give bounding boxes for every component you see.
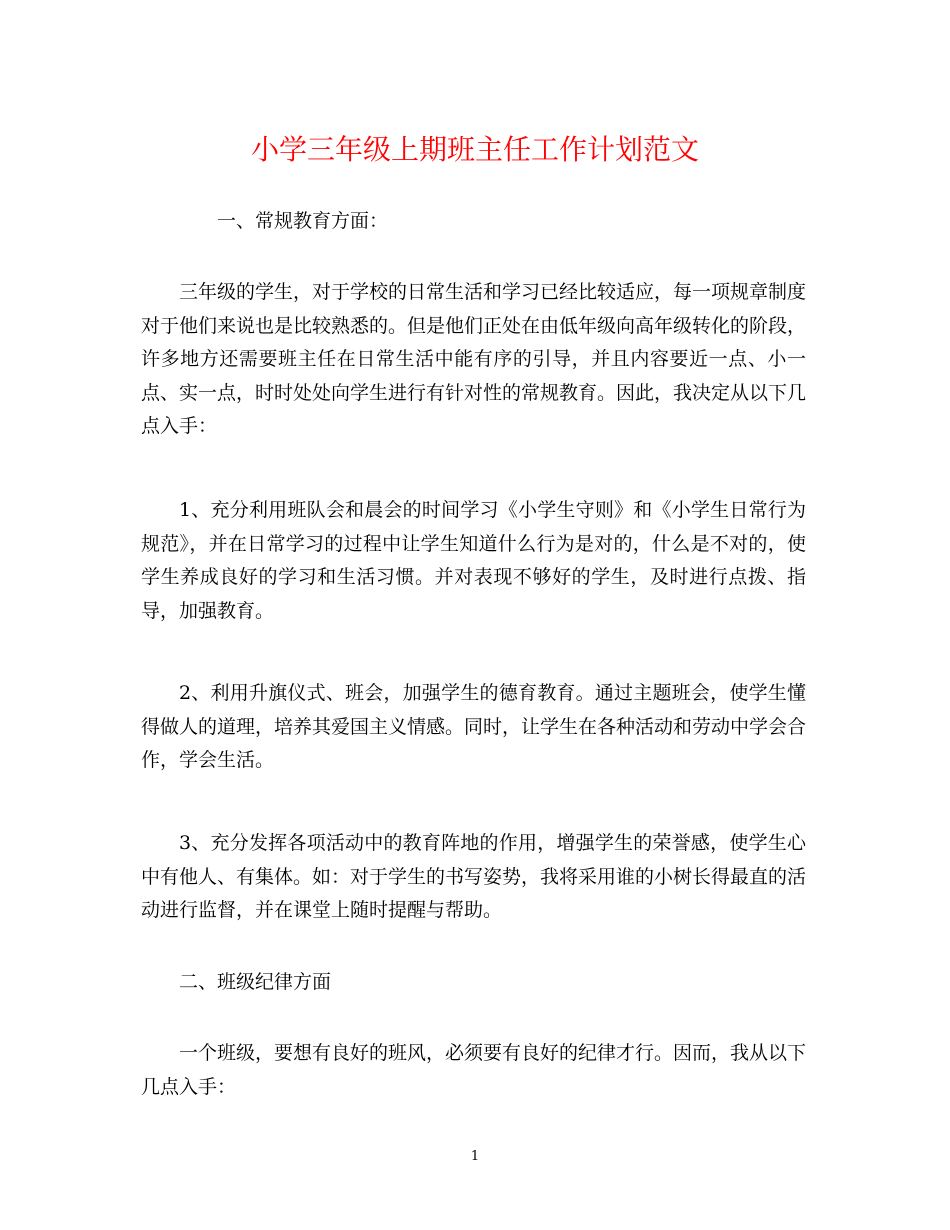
paragraph-item-2: 2、利用升旗仪式、班会，加强学生的德育教育。通过主题班会，使学生懂得做人的道理，培养其爱国主义情感。同时，让学生在各种活动和劳动中学会合作，学会生活。 — [141, 682, 807, 771]
paragraph-intro: 三年级的学生，对于学校的日常生活和学习已经比较适应，每一项规章制度对于他们来说也是比较熟悉的。但是他们正处在由低年级向高年级转化的阶段，许多地方还需要班主任在日常生活中能有序的引导，并且内容要近一点、小一点、实一点，时时处处向学生进行有针对性的常规教育。因此，我决定从以下几点入手： — [141, 281, 807, 437]
page-number: 1 — [470, 1149, 480, 1164]
section-heading-2: 二、班级纪律方面 — [179, 971, 332, 993]
paragraph-item-3: 3、充分发挥各项活动中的教育阵地的作用，增强学生的荣誉感，使学生心中有他人、有集体。如：对于学生的书写姿势，我将采用谁的小树长得最直的活动进行监督，并在课堂上随时提醒与帮助。 — [141, 832, 807, 921]
paragraph-discipline: 一个班级，要想有良好的班风，必须要有良好的纪律才行。因而，我从以下几点入手： — [141, 1042, 807, 1098]
section-heading-1: 一、常规教育方面： — [217, 210, 389, 232]
document-title: 小学三年级上期班主任工作计划范文 — [250, 133, 699, 166]
paragraph-item-1: 1、充分利用班队会和晨会的时间学习《小学生守则》和《小学生日常行为规范》，并在日常学习的过程中让学生知道什么行为是对的，什么是不对的，使学生养成良好的学习和生活习惯。并对表现不够好的学生，及时进行点拨、指导，加强教育。 — [141, 499, 806, 622]
